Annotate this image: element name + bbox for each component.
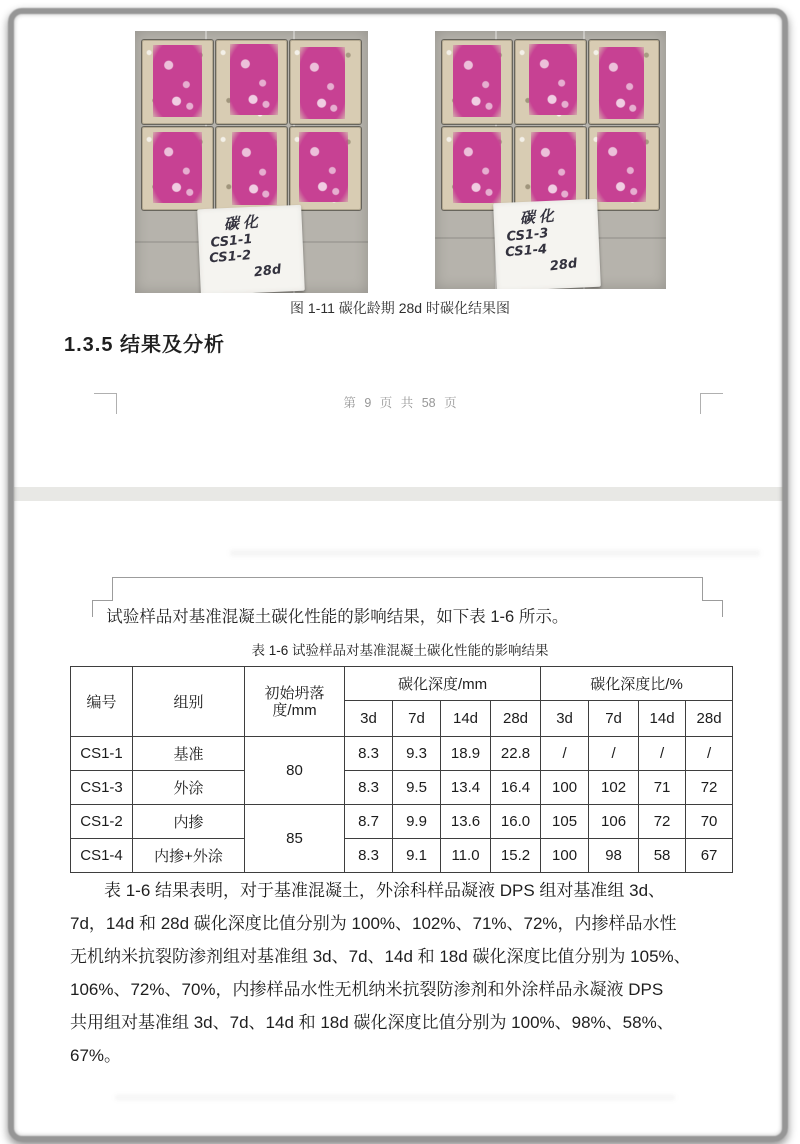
phenolphthalein-stain — [299, 132, 349, 202]
table-row — [71, 839, 733, 873]
table-cell: 9.5 — [393, 771, 441, 805]
specimen-cube — [290, 40, 361, 124]
specimen-cube-grid — [442, 40, 659, 210]
header-cell: 28d — [491, 701, 541, 737]
analysis-paragraph — [70, 875, 734, 1072]
specimen-cube — [589, 40, 659, 124]
table-cell: / — [686, 737, 733, 771]
scan-smudge — [115, 1095, 675, 1100]
phenolphthalein-stain — [153, 132, 201, 204]
header-cell: 3d — [541, 701, 589, 737]
header-cell: 14d — [639, 701, 686, 737]
text-boundary-mark — [92, 600, 113, 601]
table-cell: 内掺 — [133, 805, 245, 839]
phenolphthalein-stain — [300, 47, 345, 119]
handwritten-label-right — [493, 199, 601, 289]
analysis-line: 无机纳米抗裂防渗剂组对基准组 3d、7d、14d 和 18d 碳化深度比值分别为 105%、 — [70, 946, 691, 966]
table-cell: CS1-3 — [71, 771, 133, 805]
text-boundary-mark — [702, 600, 723, 601]
label-line: 28d — [549, 256, 579, 275]
scan-smudge — [230, 550, 760, 556]
table-row — [71, 737, 733, 771]
specimen-cube — [589, 127, 659, 211]
table-cell: 8.3 — [345, 737, 393, 771]
header-cell: 7d — [393, 701, 441, 737]
table-cell: 9.3 — [393, 737, 441, 771]
table-cell: 基准 — [133, 737, 245, 771]
text-boundary-line — [112, 577, 702, 578]
table-cell: CS1-1 — [71, 737, 133, 771]
phenolphthalein-stain — [597, 132, 646, 202]
specimen-cube — [442, 127, 512, 211]
specimen-cube — [515, 127, 585, 211]
specimen-cube — [290, 127, 361, 211]
table-cell: / — [541, 737, 589, 771]
carbonation-photo-right — [435, 31, 666, 289]
table-cell: 内掺+外涂 — [133, 839, 245, 873]
specimen-cube — [142, 127, 213, 211]
header-cell: 碳化深度/mm — [345, 667, 541, 701]
table-cell: 70 — [686, 805, 733, 839]
page-number-footer: 第 9 页 共 58 页 — [343, 396, 457, 410]
specimen-cube-grid — [142, 40, 361, 210]
analysis-line: 共用组对基准组 3d、7d、14d 和 18d 碳化深度比值分别为 100%、98%、58%、 — [70, 1012, 674, 1032]
header-cell: 7d — [589, 701, 639, 737]
table-cell: 105 — [541, 805, 589, 839]
carbonation-photo-left — [135, 31, 368, 293]
table-cell: 16.0 — [491, 805, 541, 839]
specimen-cube — [142, 40, 213, 124]
table-cell: 72 — [639, 805, 686, 839]
table-cell: 106 — [589, 805, 639, 839]
table-cell: 8.3 — [345, 839, 393, 873]
table-cell: CS1-2 — [71, 805, 133, 839]
table-cell: 外涂 — [133, 771, 245, 805]
analysis-line: 7d，14d 和 28d 碳化深度比值分别为 100%、102%、71%、72%，内掺样品水性 — [70, 913, 677, 933]
phenolphthalein-stain — [453, 132, 501, 204]
label-line: 碳化 — [223, 212, 263, 234]
table-cell: 9.9 — [393, 805, 441, 839]
table-row — [71, 805, 733, 839]
analysis-line: 表 1-6 结果表明，对于基准混凝土，外涂科样品凝液 DPS 组对基准组 3d、 — [104, 881, 666, 900]
table-cell: 13.4 — [441, 771, 491, 805]
table-header-row — [71, 667, 733, 701]
table-cell: 8.7 — [345, 805, 393, 839]
phenolphthalein-stain — [453, 45, 501, 117]
phenolphthalein-stain — [599, 47, 644, 119]
table-row — [71, 771, 733, 805]
header-cell: 3d — [345, 701, 393, 737]
header-cell: 编号 — [71, 667, 133, 737]
label-line: CS1-1 — [209, 231, 254, 251]
table-cell: / — [589, 737, 639, 771]
table-cell: 9.1 — [393, 839, 441, 873]
header-cell: 14d — [441, 701, 491, 737]
text-boundary-mark — [702, 577, 703, 601]
table-cell: 13.6 — [441, 805, 491, 839]
phenolphthalein-stain — [529, 44, 577, 115]
table-cell: 58 — [639, 839, 686, 873]
table-cell: / — [639, 737, 686, 771]
handwritten-label-left — [197, 205, 305, 293]
label-line: 28d — [253, 262, 283, 281]
analysis-line: 67%。 — [70, 1045, 122, 1065]
header-cell: 碳化深度比/% — [541, 667, 733, 701]
header-cell: 组别 — [133, 667, 245, 737]
table-cell: 22.8 — [491, 737, 541, 771]
table-cell: 8.3 — [345, 771, 393, 805]
table-cell: 102 — [589, 771, 639, 805]
specimen-cube — [515, 40, 585, 124]
figure-caption: 图 1-11 碳化龄期 28d 时碳化结果图 — [290, 300, 510, 316]
header-cell: 初始坍落度/mm — [245, 667, 345, 737]
table-cell: 15.2 — [491, 839, 541, 873]
page-break-gap — [14, 487, 786, 501]
table-cell: 85 — [245, 805, 345, 873]
label-line: 碳化 — [519, 206, 559, 228]
table-cell: 98 — [589, 839, 639, 873]
analysis-line: 106%、72%、70%，内掺样品水性无机纳米抗裂防渗剂和外涂样品永凝液 DPS — [70, 979, 664, 999]
table-cell: 71 — [639, 771, 686, 805]
table-cell: 100 — [541, 771, 589, 805]
table-cell: 67 — [686, 839, 733, 873]
phenolphthalein-stain — [531, 132, 576, 205]
table-caption: 表 1-6 试验样品对基准混凝土碳化性能的影响结果 — [251, 643, 549, 658]
table-cell: 80 — [245, 737, 345, 805]
label-line: CS1-2 — [208, 248, 252, 267]
carbonation-results-table — [70, 666, 733, 873]
header-cell: 28d — [686, 701, 733, 737]
section-heading: 1.3.5 结果及分析 — [64, 334, 226, 356]
table-cell: 72 — [686, 771, 733, 805]
specimen-cube — [442, 40, 512, 124]
phenolphthalein-stain — [232, 132, 277, 205]
table-cell: 11.0 — [441, 839, 491, 873]
label-line: CS1-4 — [504, 242, 548, 261]
phenolphthalein-stain — [230, 44, 278, 115]
table-cell: CS1-4 — [71, 839, 133, 873]
phenolphthalein-stain — [153, 45, 201, 117]
table-cell: 100 — [541, 839, 589, 873]
table-cell: 18.9 — [441, 737, 491, 771]
specimen-cube — [216, 40, 287, 124]
text-boundary-mark — [112, 577, 113, 601]
table-cell: 16.4 — [491, 771, 541, 805]
specimen-cube — [216, 127, 287, 211]
intro-paragraph: 试验样品对基准混凝土碳化性能的影响结果，如下表 1-6 所示。 — [106, 608, 569, 626]
label-line: CS1-3 — [505, 225, 550, 245]
